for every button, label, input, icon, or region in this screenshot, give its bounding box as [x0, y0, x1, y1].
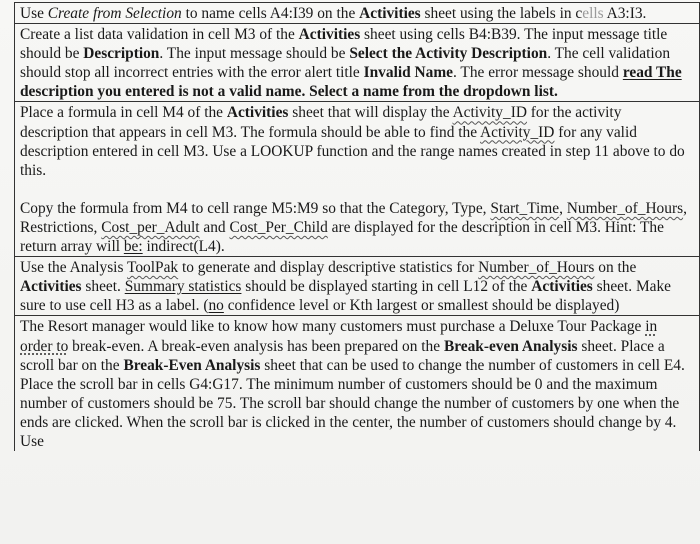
- faded-text-run: ells: [582, 5, 604, 22]
- instruction-row-break-even-scroll-bar: [15, 316, 699, 451]
- spellcheck-run: Cost_per_Adult: [101, 218, 200, 236]
- bold-run: Description: [83, 45, 160, 63]
- instruction-row-descriptive-statistics: [15, 257, 699, 316]
- underlined-run: Summary statistics: [124, 278, 242, 296]
- text-run: . The error message should: [453, 64, 623, 82]
- text-run: sheet that will display the: [288, 104, 453, 122]
- text-run: ,: [559, 199, 567, 217]
- text-run: sheet that can be used to change the number of customers in cell E4. Place the scroll bar in cells G4:G17. The minimum number of customers should be 0 and the maximum number of customers should be 75. The scroll bar should change the number of customers by one when the ends are clicked. When the scroll bar is clicked in the center, the number of customers should change by 4. Use: [20, 356, 685, 450]
- text-run: sheet. Place a scroll bar on the: [20, 337, 665, 374]
- bold-run: Break-Even Analysis: [123, 356, 261, 374]
- underlined-bold-run: read The: [622, 64, 682, 82]
- bold-run: Activities: [531, 278, 593, 296]
- text-run: Place a formula in cell M4 of the: [20, 104, 227, 122]
- bold-run: Invalid Name: [363, 64, 453, 82]
- grammar-run: in order to: [20, 318, 658, 355]
- spellcheck-run: Activity_ID: [480, 123, 555, 141]
- text-run: break-even. A break-even analysis has been prepared on the: [68, 337, 444, 355]
- text-run: A3:I3.: [603, 5, 647, 22]
- instruction-row-lookup-formula: [15, 102, 699, 257]
- spellcheck-run: Cost_Per_Child: [229, 218, 328, 236]
- text-run: sheet.: [81, 278, 125, 296]
- bold-run: Activities: [20, 278, 82, 296]
- underlined-run: be:: [123, 238, 143, 256]
- text-run: Copy the formula from M4 to cell range M5:M9 so that the Category, Type,: [20, 199, 491, 217]
- text-run: and: [199, 218, 230, 236]
- text-run: sheet using cells B4:B39. The input message title should be: [20, 26, 668, 63]
- italic-run: Create from Selection: [47, 5, 182, 22]
- text-run: should be displayed starting in cell L12 of the: [241, 278, 532, 296]
- text-run: confidence level or Kth largest or smallest should be displayed): [223, 297, 620, 315]
- text-run: for any valid description entered in cell M3. Use a LOOKUP function and the range names created in step 11 above to do this.: [20, 123, 685, 179]
- blank-line: [20, 180, 693, 199]
- text-run: to generate and display descriptive statistics for: [178, 259, 479, 277]
- text-run: on the: [594, 259, 637, 277]
- bold-run: Activities: [359, 5, 421, 22]
- spellcheck-run: Number_of_Hours: [566, 199, 684, 217]
- text-run: to name cells A4:I39 on the: [181, 5, 360, 22]
- text-run: Use: [20, 5, 48, 22]
- text-run: sheet using the labels in c: [420, 5, 583, 22]
- bold-run: Break-even Analysis: [443, 337, 578, 355]
- instructions-table: [14, 2, 700, 451]
- underlined-run: no: [208, 297, 224, 315]
- spellcheck-run: ToolPak: [127, 259, 179, 277]
- text-run: for the activity description that appears in cell M3. The formula should be able to find the: [20, 104, 622, 141]
- text-run: . The input message should be: [159, 45, 350, 63]
- text-run: indirect(L4).: [142, 238, 225, 256]
- text-run: . The cell validation should stop all incorrect entries with the error alert title: [20, 45, 671, 82]
- instruction-row-data-validation: [15, 24, 699, 102]
- spellcheck-run: Start_Time: [490, 199, 560, 217]
- spellcheck-run: Activity_ID: [452, 104, 527, 122]
- bold-run: Select the Activity Description: [349, 45, 548, 63]
- text-run: sheet. Make sure to use cell H3 as a label. (: [20, 278, 672, 315]
- spellcheck-run: Number_of_Hours: [478, 259, 595, 277]
- text-run: Create a list data validation in cell M3 of the: [20, 26, 299, 44]
- bold-run: Activities: [226, 104, 289, 122]
- bold-run: Activities: [298, 26, 361, 44]
- text-run: , Restrictions,: [20, 199, 687, 236]
- instruction-row-create-from-selection: [15, 2, 699, 24]
- text-run: are displayed for the description in cell M3. Hint: The return array will: [20, 218, 664, 256]
- bold-run: description you entered is not a valid name. Select a name from the dropdown list.: [20, 83, 558, 101]
- text-run: Use the Analysis: [20, 259, 128, 277]
- text-run: The Resort manager would like to know how many customers must purchase a Deluxe Tour Package: [20, 318, 646, 336]
